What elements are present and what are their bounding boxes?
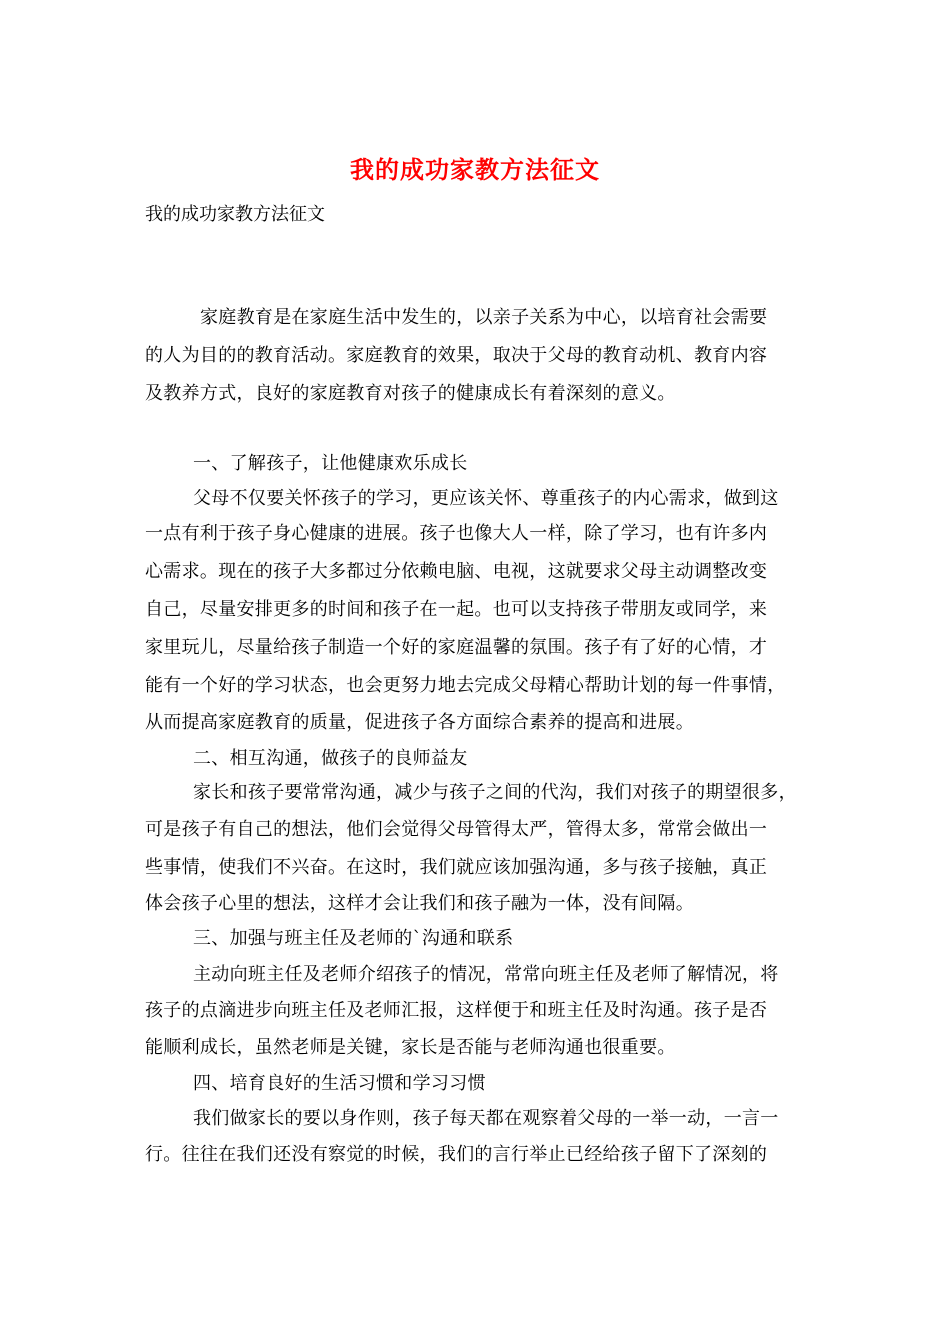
paragraph-line: 能顺利成长，虽然老师是关键，家长是否能与老师沟通也很重要。: [145, 1037, 676, 1058]
paragraph-line: 能有一个好的学习状态，也会更努力地去完成父母精心帮助计划的每一件事情，: [145, 675, 786, 696]
document-subtitle: 我的成功家教方法征文: [145, 204, 325, 225]
paragraph-line: 行。往往在我们还没有察觉的时候，我们的言行举止已经给孩子留下了深刻的: [145, 1144, 768, 1165]
paragraph-line: 家长和孩子要常常沟通，减少与孩子之间的代沟，我们对孩子的期望很多，: [193, 782, 797, 803]
paragraph-line: 家里玩儿，尽量给孩子制造一个好的家庭温馨的氛围。孩子有了好的心情，才: [145, 637, 768, 658]
paragraph-line: 从而提高家庭教育的质量，促进孩子各方面综合素养的提高和进展。: [145, 712, 694, 733]
document-title: 我的成功家教方法征文: [350, 155, 600, 184]
paragraph-line: 心需求。现在的孩子大多都过分依赖电脑、电视，这就要求父母主动调整改变: [145, 561, 768, 582]
section-heading: 四、培育良好的生活习惯和学习习惯: [193, 1073, 486, 1094]
paragraph-line: 我们做家长的要以身作则，孩子每天都在观察着父母的一举一动，一言一: [193, 1108, 779, 1129]
paragraph-line: 主动向班主任及老师介绍孩子的情况，常常向班主任及老师了解情况，将: [193, 964, 779, 985]
paragraph-line: 父母不仅要关怀孩子的学习，更应该关怀、尊重孩子的内心需求，做到这: [193, 488, 779, 509]
section-heading: 一、了解孩子，让他健康欢乐成长: [193, 453, 468, 474]
paragraph-line: 一点有利于孩子身心健康的进展。孩子也像大人一样，除了学习，也有许多内: [145, 523, 768, 544]
paragraph-line: 及教养方式，良好的家庭教育对孩子的健康成长有着深刻的意义。: [145, 383, 676, 404]
paragraph-line: 些事情，使我们不兴奋。在这时，我们就应该加强沟通，多与孩子接触，真正: [145, 857, 768, 878]
paragraph-line: 自己，尽量安排更多的时间和孩子在一起。也可以支持孩子带朋友或同学，来: [145, 599, 768, 620]
section-heading: 二、相互沟通，做孩子的良师益友: [193, 748, 468, 769]
section-heading: 三、加强与班主任及老师的`沟通和联系: [193, 928, 514, 949]
paragraph-line: 的人为目的的教育活动。家庭教育的效果，取决于父母的教育动机、教育内容: [145, 345, 768, 366]
paragraph-line: 可是孩子有自己的想法，他们会觉得父母管得太严，管得太多，常常会做出一: [145, 819, 768, 840]
paragraph-line: 家庭教育是在家庭生活中发生的，以亲子关系为中心，以培育社会需要: [200, 307, 768, 328]
paragraph-line: 体会孩子心里的想法，这样才会让我们和孩子融为一体，没有间隔。: [145, 893, 694, 914]
paragraph-line: 孩子的点滴进步向班主任及老师汇报，这样便于和班主任及时沟通。孩子是否: [145, 1000, 768, 1021]
